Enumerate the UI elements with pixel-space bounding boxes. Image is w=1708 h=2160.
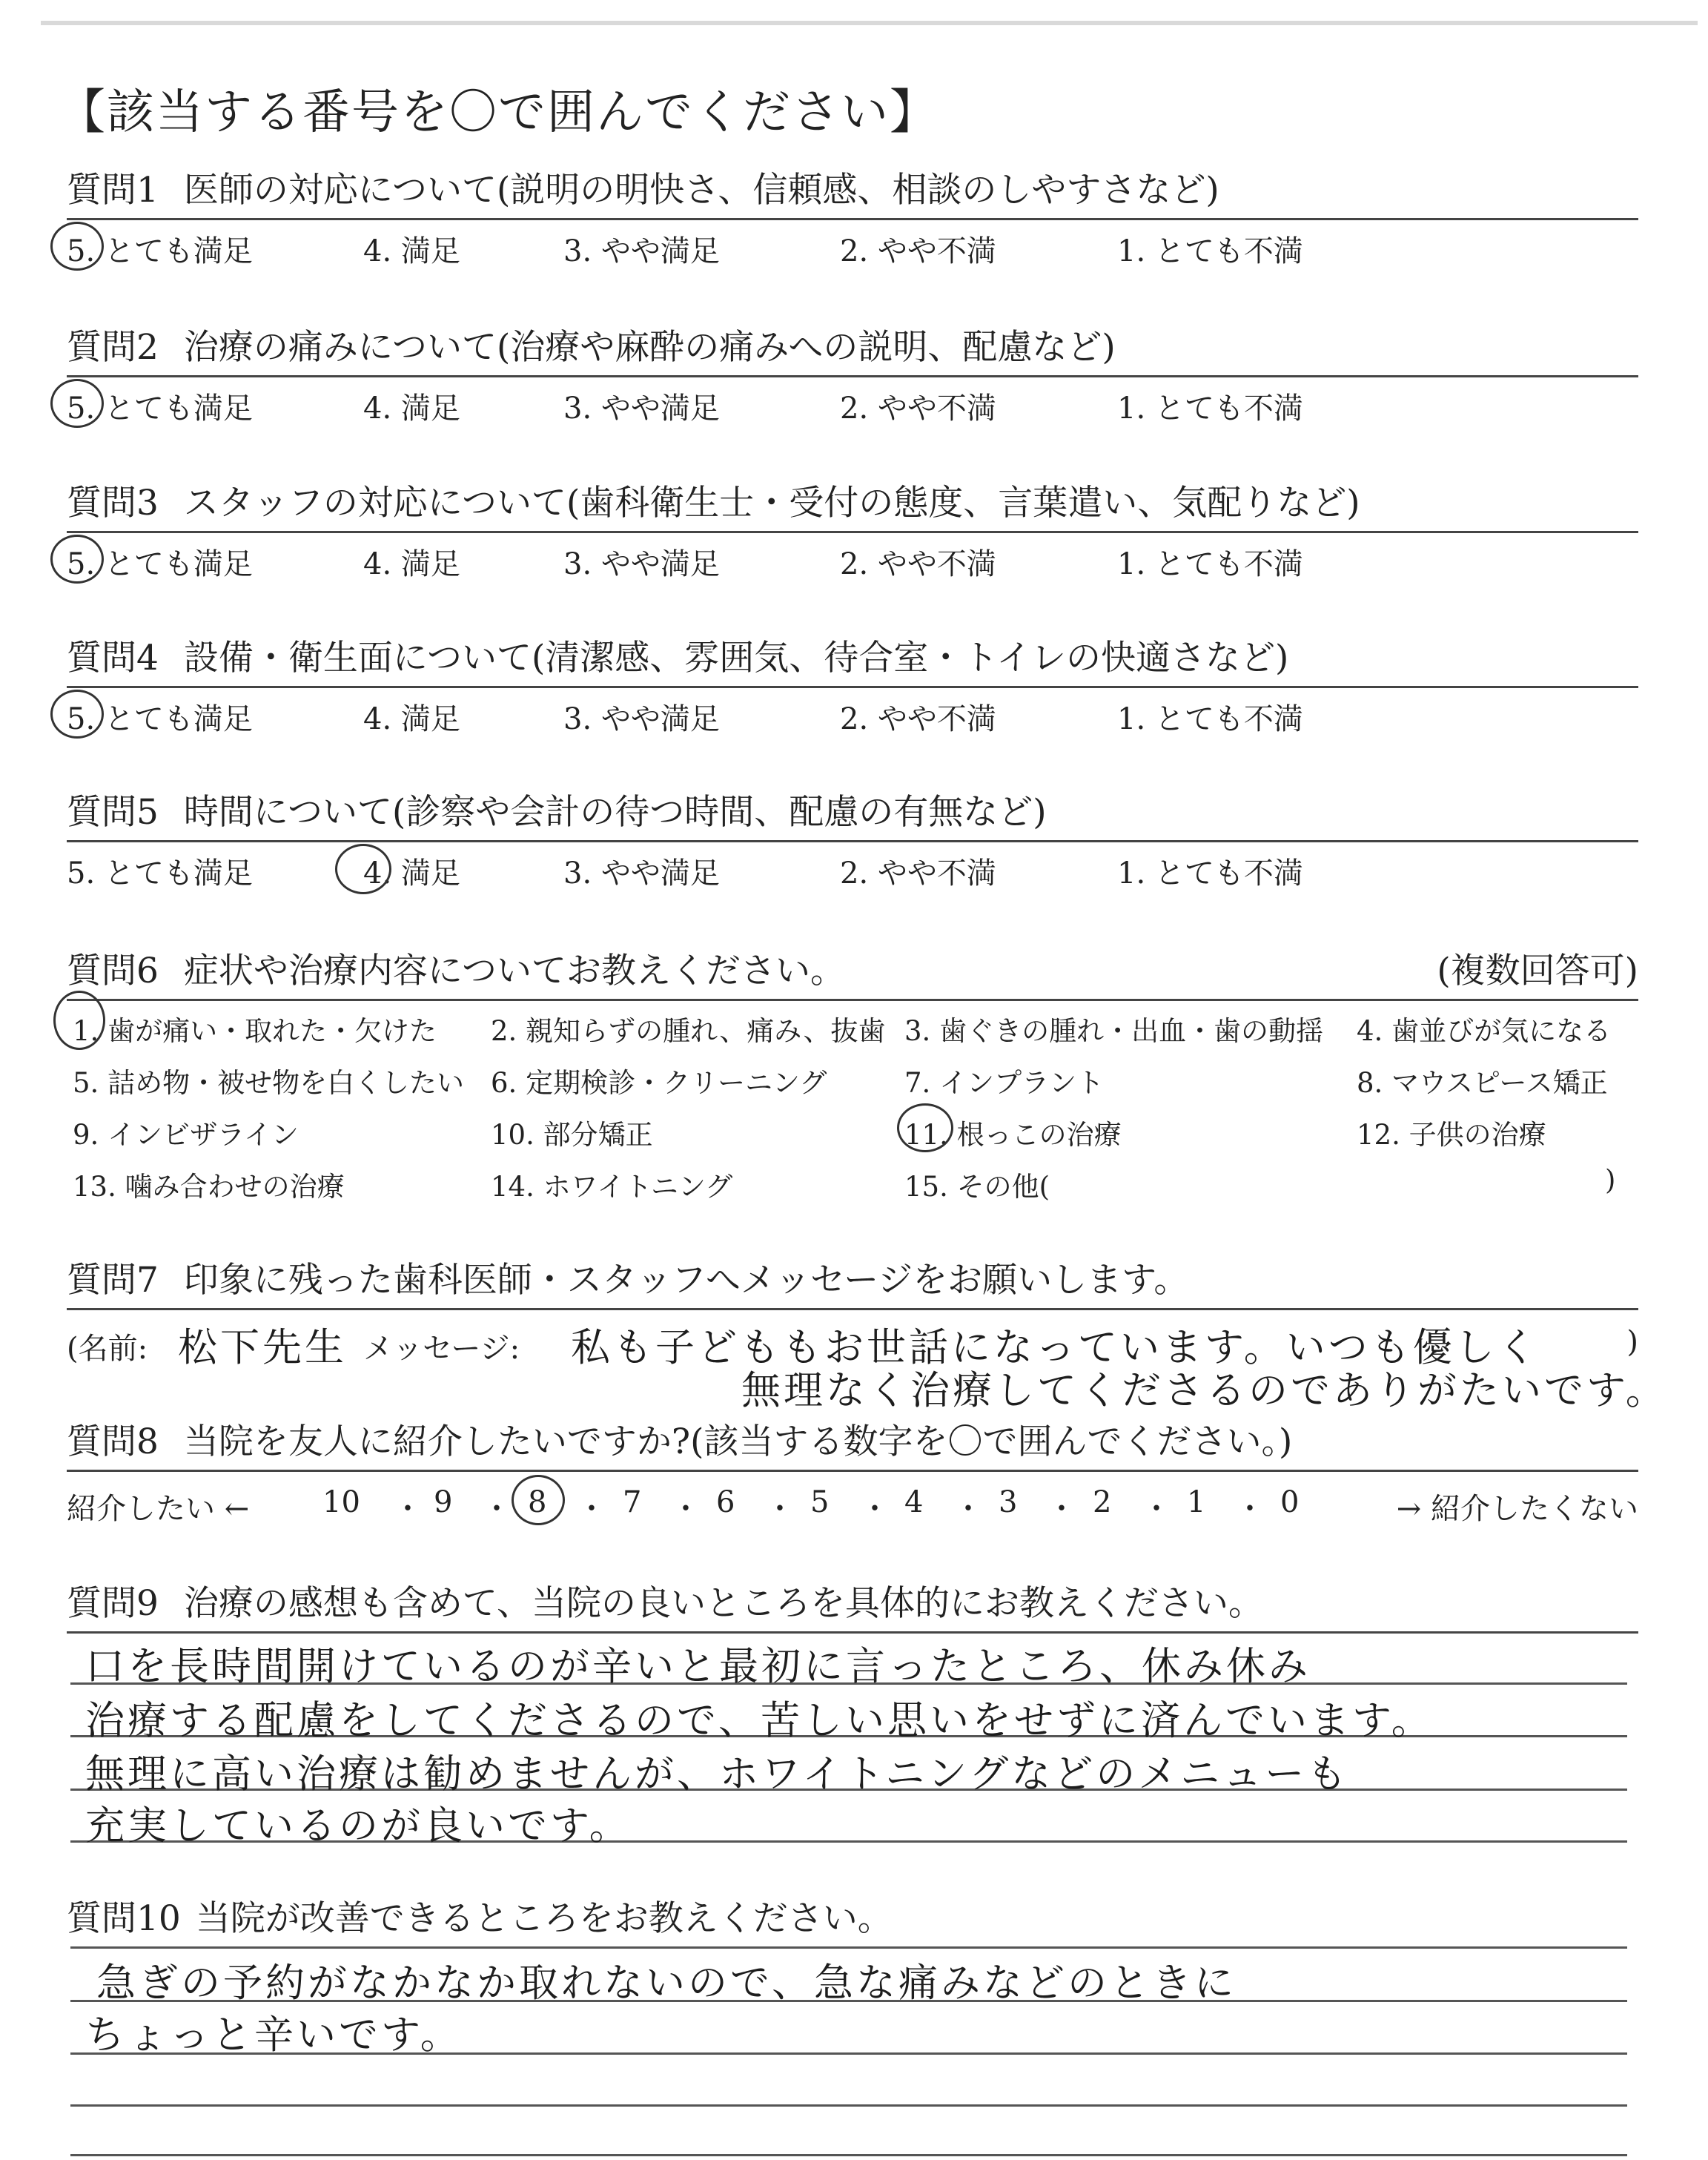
handwritten-answer: 充実しているのが良いです。 [85,1803,632,1849]
multiple-answer-note: (複数回答可) [1437,951,1638,991]
question-9 [67,1578,1638,1634]
question-text: 時間について(診察や会計の待つ時間、配慮の有無など) [183,792,1047,833]
option-5[interactable]: 5. とても満足 [67,234,253,268]
scale-dot: ・ [765,1492,795,1526]
handwritten-answer: 無理に高い治療は勧めませんが、ホワイトニングなどのメニューも [85,1751,1350,1797]
option-5[interactable]: 5. とても満足 [67,856,253,891]
scale-value[interactable]: 4 [904,1485,924,1519]
question-number: 質問1 [67,170,159,211]
question-number: 質問5 [67,792,159,833]
question-5 [67,787,1638,890]
symptom-option[interactable]: 11. 根っこの治療 [904,1119,1122,1151]
question-4 [67,633,1638,736]
question-6 [67,945,1638,1216]
question-4-title [67,633,1638,684]
page-heading: 【該当する番号を〇で囲んでください】 [58,85,939,140]
scale-dot: ・ [577,1492,606,1526]
symptom-option[interactable]: 2. 親知らずの腫れ、痛み、抜歯 [491,1015,886,1047]
question-1-title [67,165,1638,217]
scale-value[interactable]: 5 [810,1485,830,1519]
option-1[interactable]: 1. とても不満 [1117,856,1303,891]
symptom-options [67,1001,1638,1216]
handwritten-answer: 治療する配慮をしてくださるので、苦しい思いをせずに済んでいます。 [85,1698,1434,1743]
rating-options [67,533,1638,581]
symptom-option[interactable]: 15. その他( [904,1171,1050,1203]
scale-dot: ・ [860,1492,890,1526]
question-number: 質問7 [67,1260,159,1301]
scale-value[interactable]: 10 [322,1485,360,1519]
symptom-option[interactable]: 9. インビザライン [73,1119,299,1151]
symptom-option[interactable]: 8. マウスピース矯正 [1357,1067,1608,1099]
selection-circle [512,1475,565,1525]
referral-scale [67,1472,1638,1531]
question-number: 質問10 [67,1898,181,1939]
question-7 [67,1255,1668,1413]
answer-line [70,2154,1627,2156]
question-2 [67,322,1638,425]
question-text: 設備・衛生面について(清潔感、雰囲気、待合室・トイレの快適さなど) [183,638,1289,678]
question-6-title [67,945,1638,997]
symptom-option[interactable]: 4. 歯並びが気になる [1357,1015,1612,1047]
question-number: 質問2 [67,327,159,368]
selection-circle [50,379,104,428]
question-number: 質問9 [67,1583,159,1624]
question-10 [67,1893,1638,1945]
question-text: 治療の感想も含めて、当院の良いところを具体的にお教えください。 [183,1583,1263,1624]
handwritten-answer: 口を長時間開けているのが辛いと最初に言ったところ、休み休み [85,1644,1311,1689]
question-number: 質問3 [67,483,159,524]
option-4[interactable]: 4. 満足 [363,702,460,736]
option-5[interactable]: 5. とても満足 [67,702,253,736]
option-1[interactable]: 1. とても不満 [1117,234,1303,268]
scale-dot: ・ [482,1492,512,1526]
scale-dot: ・ [1047,1492,1076,1526]
selection-circle [50,690,104,739]
scale-dot: ・ [393,1492,423,1526]
selection-circle [335,844,391,894]
scale-right-label: → 紹介したくない [1396,1492,1638,1526]
option-3[interactable]: 3. やや満足 [563,392,720,426]
selection-circle [897,1103,953,1152]
symptom-option[interactable]: 13. 噛み合わせの治療 [73,1171,345,1203]
question-3-title [67,478,1638,529]
scale-value[interactable]: 8 [528,1485,547,1519]
question-7-title [67,1255,1638,1307]
handwritten-message: 私も子どももお世話になっています。いつも優しく [571,1325,1540,1370]
symptom-option[interactable]: 10. 部分矯正 [491,1119,653,1151]
question-text: スタッフの対応について(歯科衛生士・受付の態度、言葉遣い、気配りなど) [183,483,1360,524]
option-5[interactable]: 5. とても満足 [67,547,253,581]
symptom-option[interactable]: 6. 定期検診・クリーニング [491,1067,827,1099]
option-1[interactable]: 1. とても不満 [1117,702,1303,736]
question-5-title [67,787,1638,839]
option-3[interactable]: 3. やや満足 [563,856,720,891]
scale-value[interactable]: 1 [1187,1485,1206,1519]
question-number: 質問8 [67,1421,159,1462]
question-8 [67,1416,1638,1531]
scale-value[interactable]: 6 [716,1485,735,1519]
question-2-title [67,322,1638,374]
scale-value[interactable]: 2 [1093,1485,1112,1519]
question-8-title [67,1416,1638,1468]
rating-options [67,377,1638,425]
question-10-title [67,1893,1638,1945]
symptom-option[interactable]: 3. 歯ぐきの腫れ・出血・歯の動揺 [904,1015,1324,1047]
other-close-paren: ) [1605,1164,1616,1196]
question-number: 質問4 [67,638,159,678]
scale-dot: ・ [671,1492,701,1526]
answer-line [70,1946,1627,1949]
message-area [67,1310,1668,1413]
handwritten-answer: 急ぎの予約がなかなか取れないので、急な痛みなどのときに [96,1961,1237,2006]
rule [67,1631,1638,1634]
option-3[interactable]: 3. やや満足 [563,547,720,581]
symptom-option[interactable]: 14. ホワイトニング [491,1171,733,1203]
option-2[interactable]: 2. やや不満 [840,392,996,426]
message-label: メッセージ: [363,1332,520,1366]
option-4[interactable]: 4. 満足 [363,856,460,891]
option-1[interactable]: 1. とても不満 [1117,392,1303,426]
question-text: 印象に残った歯科医師・スタッフへメッセージをお願いします。 [183,1260,1189,1301]
option-3[interactable]: 3. やや満足 [563,702,720,736]
scale-dot: ・ [1235,1492,1265,1526]
question-text: 当院が改善できるところをお教えください。 [195,1898,893,1939]
question-1 [67,165,1638,268]
scale-value[interactable]: 3 [999,1485,1018,1519]
question-text: 症状や治療内容についてお教えください。 [183,951,845,991]
question-text: 医師の対応について(説明の明快さ、信頼感、相談のしやすさなど) [183,170,1219,211]
selection-circle [50,535,104,584]
scale-value[interactable]: 9 [434,1485,453,1519]
handwritten-message: 無理なく治療してくださるのでありがたいです。 [741,1368,1668,1413]
option-2[interactable]: 2. やや不満 [840,702,996,736]
symptom-option[interactable]: 1. 歯が痛い・取れた・欠けた [73,1015,437,1047]
rating-options [67,688,1638,736]
option-4[interactable]: 4. 満足 [363,547,460,581]
option-2[interactable]: 2. やや不満 [840,856,996,891]
symptom-option[interactable]: 5. 詰め物・被せ物を白くしたい [73,1067,465,1099]
question-3 [67,478,1638,581]
top-border [41,21,1698,25]
scale-value[interactable]: 0 [1280,1485,1300,1519]
option-1[interactable]: 1. とても不満 [1117,547,1303,581]
option-3[interactable]: 3. やや満足 [563,234,720,268]
rating-options [67,220,1638,268]
symptom-option[interactable]: 7. インプラント [904,1067,1105,1099]
symptom-option[interactable]: 12. 子供の治療 [1357,1119,1546,1151]
selection-circle [53,991,105,1050]
message-close-paren: ) [1626,1325,1638,1359]
scale-value[interactable]: 7 [623,1485,642,1519]
scale-left-label: 紹介したい ← [67,1492,250,1526]
option-5[interactable]: 5. とても満足 [67,392,253,426]
option-2[interactable]: 2. やや不満 [840,234,996,268]
scale-dot: ・ [1142,1492,1171,1526]
handwritten-name: 松下先生 [178,1325,347,1370]
option-4[interactable]: 4. 満足 [363,392,460,426]
answer-line [70,2104,1627,2107]
question-text: 当院を友人に紹介したいですか?(該当する数字を〇で囲んでください。) [183,1421,1293,1462]
option-4[interactable]: 4. 満足 [363,234,460,268]
name-label: (名前: [67,1332,148,1366]
scale-dot: ・ [953,1492,983,1526]
question-9-title [67,1578,1638,1630]
option-2[interactable]: 2. やや不満 [840,547,996,581]
question-text: 治療の痛みについて(治療や麻酔の痛みへの説明、配慮など) [183,327,1116,368]
rating-options [67,842,1638,890]
question-number: 質問6 [67,951,159,991]
handwritten-answer: ちょっと辛いです。 [85,2012,463,2058]
selection-circle [50,222,104,271]
